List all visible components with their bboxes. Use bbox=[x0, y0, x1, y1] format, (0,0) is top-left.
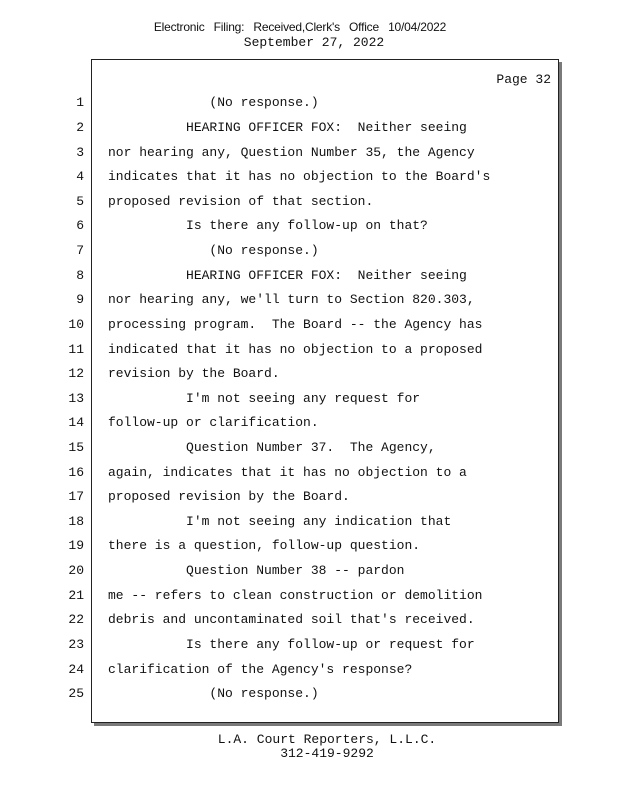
line-number: 10 bbox=[68, 317, 84, 332]
transcript-line: proposed revision of that section. bbox=[108, 194, 374, 209]
transcript-line: nor hearing any, we'll turn to Section 820.303, bbox=[108, 292, 475, 307]
line-number: 12 bbox=[68, 366, 84, 381]
transcript-line: nor hearing any, Question Number 35, the Agency bbox=[108, 145, 475, 160]
line-number: 19 bbox=[68, 538, 84, 553]
filing-stamp: Electronic Filing: Received,Clerk's Office 10/04/2022 bbox=[153, 20, 447, 34]
line-number: 6 bbox=[76, 218, 84, 233]
transcript-line: I'm not seeing any request for bbox=[108, 391, 421, 406]
transcript-line: proposed revision by the Board. bbox=[108, 489, 350, 504]
line-number: 13 bbox=[68, 391, 84, 406]
transcript-line: debris and uncontaminated soil that's received. bbox=[108, 612, 475, 627]
transcript-line: revision by the Board. bbox=[108, 366, 280, 381]
transcript-line: HEARING OFFICER FOX: Neither seeing bbox=[108, 120, 467, 135]
transcript-line: follow-up or clarification. bbox=[108, 415, 319, 430]
line-number: 3 bbox=[76, 145, 84, 160]
line-number: 16 bbox=[68, 465, 84, 480]
transcript-line: Is there any follow-up or request for bbox=[108, 637, 475, 652]
line-number: 4 bbox=[76, 169, 84, 184]
transcript-line: indicates that it has no objection to the Board's bbox=[108, 169, 491, 184]
line-number: 5 bbox=[76, 194, 84, 209]
line-number: 18 bbox=[68, 514, 84, 529]
reporter-phone: 312-419-9292 bbox=[280, 746, 374, 761]
line-number: 1 bbox=[76, 95, 84, 110]
transcript-line: Question Number 37. The Agency, bbox=[108, 440, 436, 455]
page-number: Page 32 bbox=[496, 72, 551, 87]
line-number: 7 bbox=[76, 243, 84, 258]
hearing-date: September 27, 2022 bbox=[243, 35, 385, 50]
transcript-line: processing program. The Board -- the Agency has bbox=[108, 317, 483, 332]
line-number: 14 bbox=[68, 415, 84, 430]
transcript-line: indicated that it has no objection to a proposed bbox=[108, 342, 483, 357]
line-number: 21 bbox=[68, 588, 84, 603]
line-number: 11 bbox=[68, 342, 84, 357]
transcript-line: (No response.) bbox=[108, 686, 319, 701]
transcript-line: HEARING OFFICER FOX: Neither seeing bbox=[108, 268, 467, 283]
transcript-line: there is a question, follow-up question. bbox=[108, 538, 421, 553]
line-number: 8 bbox=[76, 268, 84, 283]
transcript-line: Question Number 38 -- pardon bbox=[108, 563, 405, 578]
line-number: 25 bbox=[68, 686, 84, 701]
transcript-line: clarification of the Agency's response? bbox=[108, 662, 413, 677]
transcript-line: me -- refers to clean construction or demolition bbox=[108, 588, 483, 603]
transcript-line: (No response.) bbox=[108, 95, 319, 110]
line-number: 24 bbox=[68, 662, 84, 677]
transcript-line: (No response.) bbox=[108, 243, 319, 258]
transcript-line: again, indicates that it has no objection to a bbox=[108, 465, 467, 480]
line-number: 15 bbox=[68, 440, 84, 455]
transcript-line: I'm not seeing any indication that bbox=[108, 514, 452, 529]
line-number: 22 bbox=[68, 612, 84, 627]
reporter-company: L.A. Court Reporters, L.L.C. bbox=[217, 732, 437, 747]
line-number: 17 bbox=[68, 489, 84, 504]
line-number: 2 bbox=[76, 120, 84, 135]
transcript-line: Is there any follow-up on that? bbox=[108, 218, 428, 233]
line-number: 9 bbox=[76, 292, 84, 307]
line-number: 20 bbox=[68, 563, 84, 578]
line-number: 23 bbox=[68, 637, 84, 652]
